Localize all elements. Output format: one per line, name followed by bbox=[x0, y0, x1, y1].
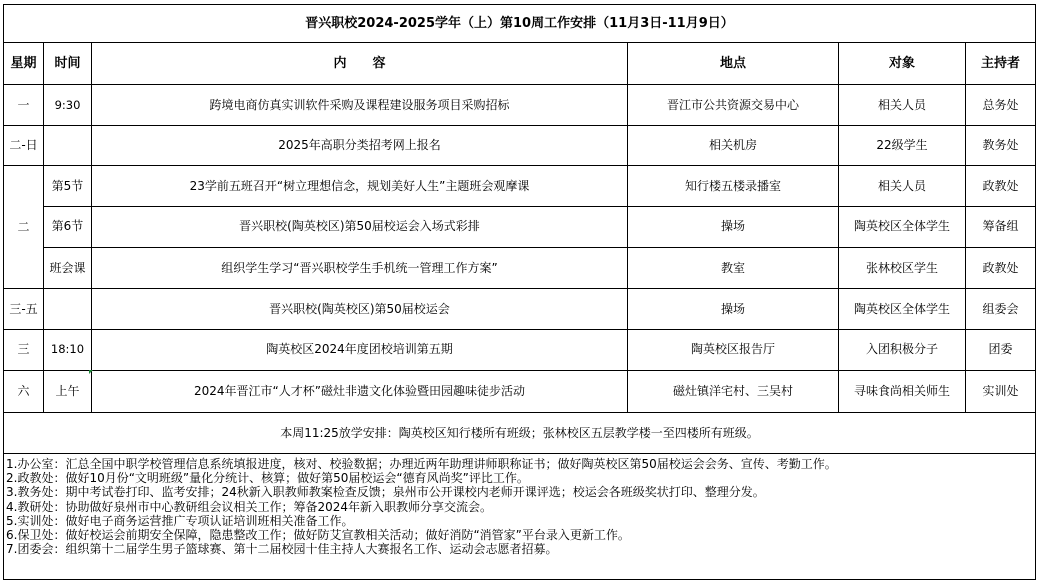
table-row bbox=[4, 85, 1036, 126]
row-content: 2025年高职分类招考网上报名 bbox=[92, 125, 628, 166]
table-row bbox=[4, 330, 1036, 371]
cell-comment-marker bbox=[89, 370, 93, 374]
row-time: 上午 bbox=[44, 370, 92, 413]
row-target: 相关人员 bbox=[839, 85, 966, 126]
header-location: 地点 bbox=[628, 42, 839, 85]
row-target: 陶英校区全体学生 bbox=[839, 207, 966, 248]
row-content: 跨境电商仿真实训软件采购及课程建设服务项目采购招标 bbox=[92, 85, 628, 126]
row-day: 六 bbox=[4, 370, 44, 413]
row-host: 实训处 bbox=[966, 370, 1036, 413]
row-day: 一 bbox=[4, 85, 44, 126]
header-content: 内 容 bbox=[92, 42, 628, 85]
sheet-title: 晋兴职校2024-2025学年（上）第10周工作安排（11月3日-11月9日） bbox=[4, 5, 1036, 43]
note-line: 6.保卫处：做好校运会前期安全保障，隐患整改工作；做好防艾宣教相关活动；做好消防“消管家”平台录入更新工作。 bbox=[6, 527, 630, 542]
dismissal-row bbox=[4, 413, 1036, 454]
header-time: 时间 bbox=[44, 42, 92, 85]
header-row bbox=[4, 42, 1036, 85]
table-row bbox=[4, 247, 1036, 289]
row-time bbox=[44, 125, 92, 166]
table-row bbox=[4, 207, 1036, 248]
row-target: 陶英校区全体学生 bbox=[839, 289, 966, 330]
table-row bbox=[4, 370, 1036, 413]
note-line: 2.政教处：做好10月份“文明班级”量化分统计、核算；做好第50届校运会“德育风尚奖”评比工作。 bbox=[6, 471, 529, 486]
row-content: 陶英校区2024年度团校培训第五期 bbox=[92, 330, 628, 371]
row-target: 22级学生 bbox=[839, 125, 966, 166]
row-time: 第6节 bbox=[44, 207, 92, 248]
row-target: 寻味食尚相关师生 bbox=[839, 370, 966, 413]
row-location: 晋江市公共资源交易中心 bbox=[628, 85, 839, 126]
weekly-schedule-table bbox=[3, 4, 1036, 580]
row-location: 相关机房 bbox=[628, 125, 839, 166]
row-host: 组委会 bbox=[966, 289, 1036, 330]
row-time: 9:30 bbox=[44, 85, 92, 126]
row-host: 政教处 bbox=[966, 247, 1036, 289]
row-day: 二-日 bbox=[4, 125, 44, 166]
title-row bbox=[4, 5, 1036, 43]
row-location: 陶英校区报告厅 bbox=[628, 330, 839, 371]
row-location: 操场 bbox=[628, 207, 839, 248]
note-line: 4.教研处：协助做好泉州市中心教研组会议相关工作；筹备2024年新入职教师分享交流会。 bbox=[6, 499, 492, 514]
table-row bbox=[4, 166, 1036, 207]
row-time: 第5节 bbox=[44, 166, 92, 207]
row-host: 团委 bbox=[966, 330, 1036, 371]
header-target: 对象 bbox=[839, 42, 966, 85]
note-line: 1.办公室：汇总全国中职学校管理信息系统填报进度，核对、校验数据；办理近两年助理讲师职称证书；做好陶英校区第50届校运会会务、宣传、考勤工作。 bbox=[6, 456, 837, 471]
row-target: 张林校区学生 bbox=[839, 247, 966, 289]
header-day: 星期 bbox=[4, 42, 44, 85]
row-time: 18:10 bbox=[44, 330, 92, 371]
row-host: 总务处 bbox=[966, 85, 1036, 126]
row-day: 二 bbox=[4, 166, 44, 289]
row-content: 组织学生学习“晋兴职校学生手机统一管理工作方案” bbox=[92, 247, 628, 289]
row-content: 晋兴职校(陶英校区)第50届校运会 bbox=[92, 289, 628, 330]
note-line: 7.团委会：组织第十二届学生男子篮球赛、第十二届校园十佳主持人大赛报名工作、运动会志愿者招募。 bbox=[6, 542, 558, 557]
row-time bbox=[44, 289, 92, 330]
notes-row bbox=[4, 453, 1036, 579]
row-host: 教务处 bbox=[966, 125, 1036, 166]
row-host: 政教处 bbox=[966, 166, 1036, 207]
row-day: 三-五 bbox=[4, 289, 44, 330]
row-target: 相关人员 bbox=[839, 166, 966, 207]
row-time: 班会课 bbox=[44, 247, 92, 289]
table-row bbox=[4, 289, 1036, 330]
dismissal-note: 本周11:25放学安排：陶英校区知行楼所有班级；张林校区五层教学楼一至四楼所有班级。 bbox=[4, 413, 1036, 454]
row-location: 磁灶镇洋宅村、三吴村 bbox=[628, 370, 839, 413]
row-day: 三 bbox=[4, 330, 44, 371]
table-row bbox=[4, 125, 1036, 166]
department-notes bbox=[4, 453, 1036, 579]
row-location: 知行楼五楼录播室 bbox=[628, 166, 839, 207]
note-line: 3.教务处：期中考试卷打印、监考安排；24秋新入职教师教案检查反馈；泉州市公开课校内老师开课评选；校运会各班级奖状打印、整理分发。 bbox=[6, 485, 765, 500]
row-target: 入团积极分子 bbox=[839, 330, 966, 371]
row-content: 23学前五班召开“树立理想信念，规划美好人生”主题班会观摩课 bbox=[92, 166, 628, 207]
header-host: 主持者 bbox=[966, 42, 1036, 85]
row-content: 2024年晋江市“人才杯”磁灶非遗文化体验暨田园趣味徒步活动 bbox=[92, 370, 628, 413]
row-content: 晋兴职校(陶英校区)第50届校运会入场式彩排 bbox=[92, 207, 628, 248]
row-location: 操场 bbox=[628, 289, 839, 330]
row-host: 筹备组 bbox=[966, 207, 1036, 248]
row-location: 教室 bbox=[628, 247, 839, 289]
note-line: 5.实训处：做好电子商务运营推广专项认证培训班相关准备工作。 bbox=[6, 513, 354, 528]
